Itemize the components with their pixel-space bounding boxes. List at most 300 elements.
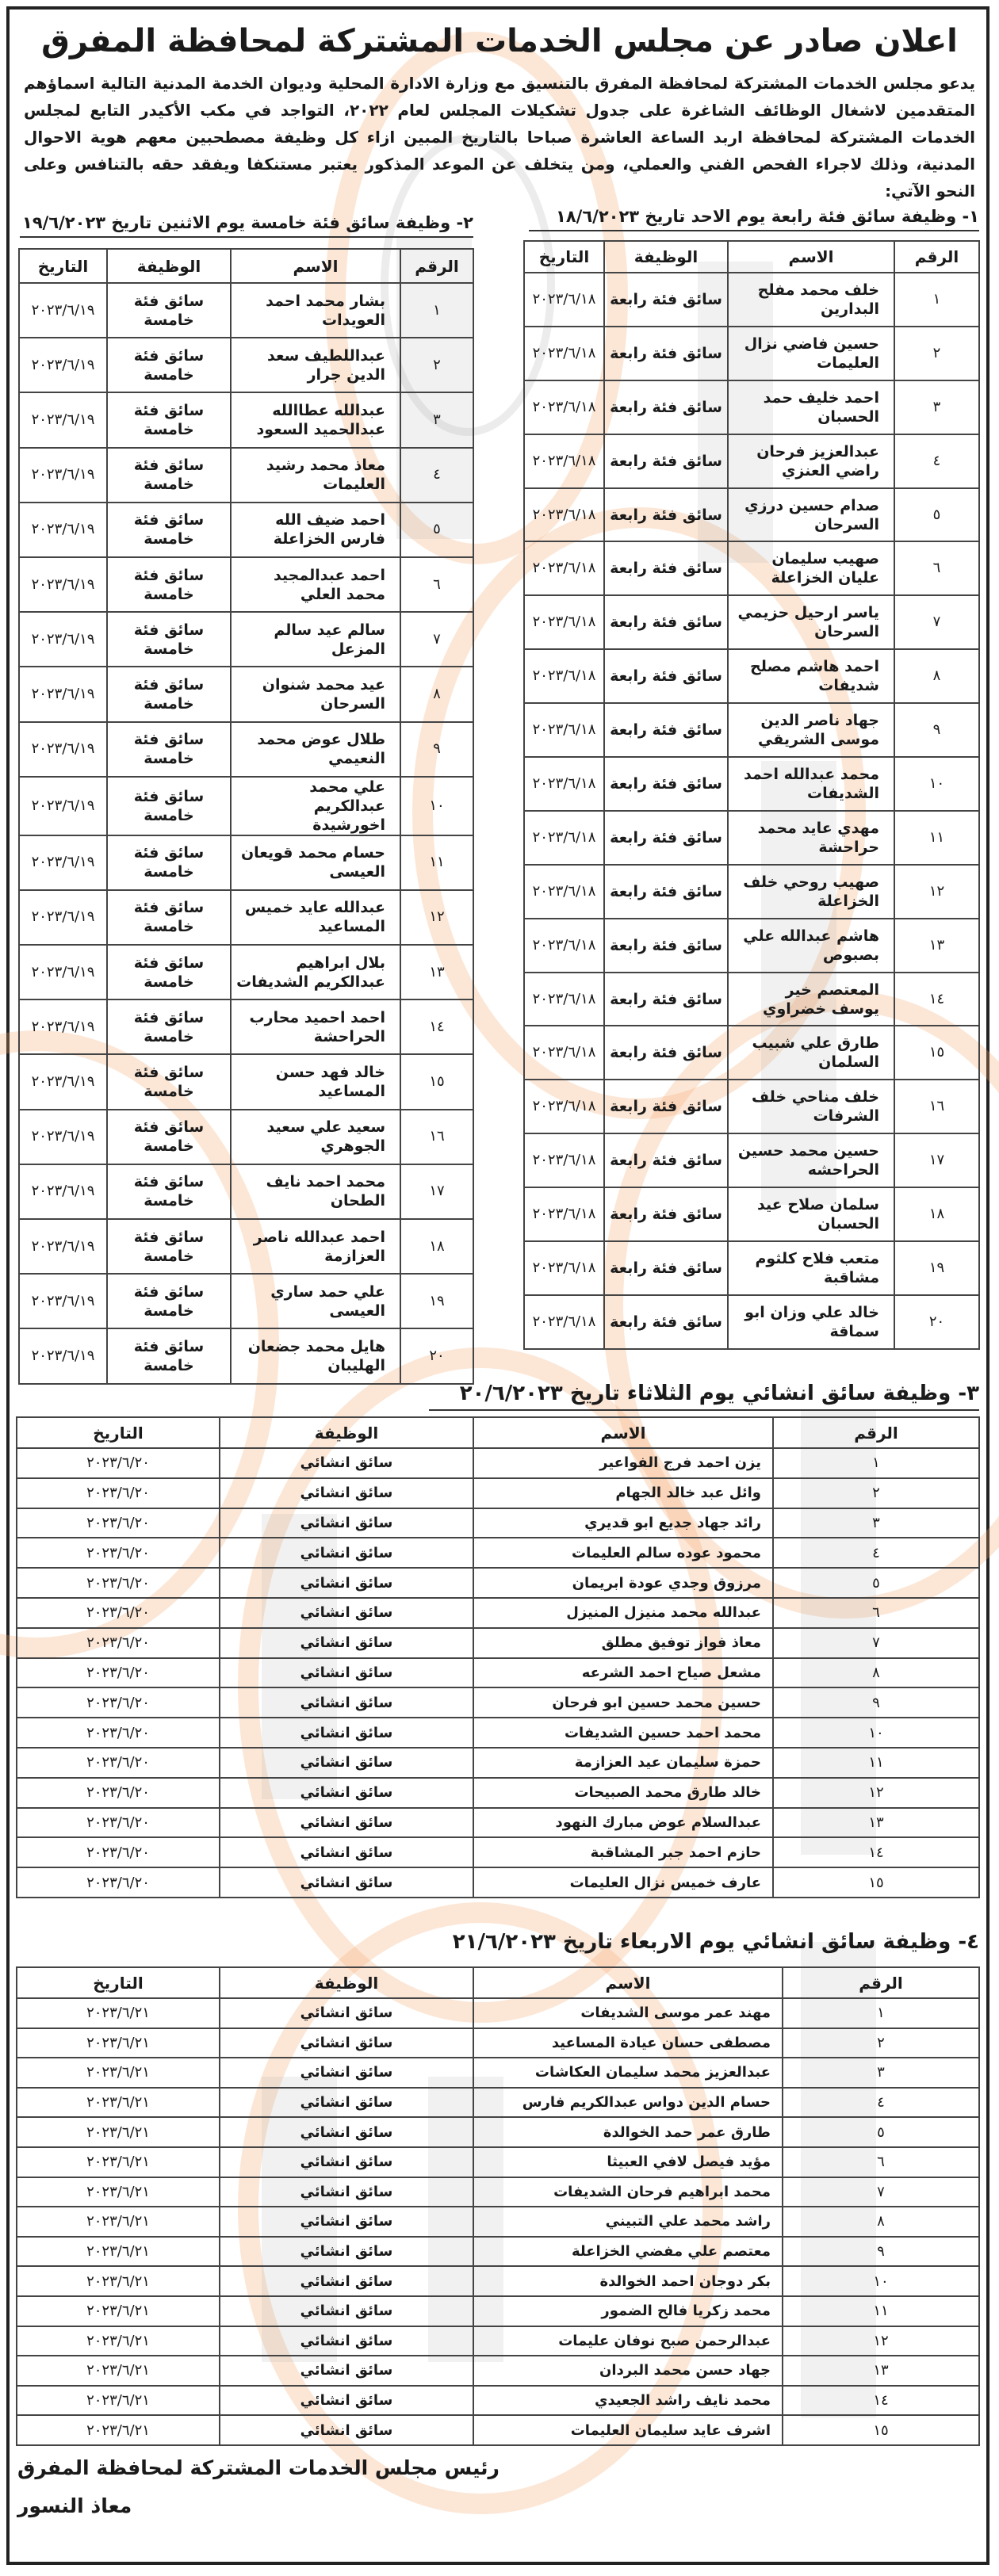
row-number: ١٢ xyxy=(400,890,473,945)
exam-date: ٢٠٢٣/٦/١٩ xyxy=(19,1164,107,1219)
row-number: ٣ xyxy=(894,380,979,434)
row-number: ١٤ xyxy=(783,2386,979,2416)
job-title: سائق فئة رابعة xyxy=(604,919,728,973)
applicant-name: عبدالسلام عوض مبارك النهود xyxy=(473,1808,773,1838)
intro-paragraph: يدعو مجلس الخدمات المشتركة لمحافظة المفرق بالتنسيق مع وزارة الادارة المحلية وديوان الخدمة المدنية التالية اسماؤهم المتقدمين لاشغال الوظائف الشاغرة على جدول تشكيلات المجلس لعام ٢٠٢٢، التواجد في مكب الأكيدر التابع لمجلس الخدمات المشتركة لمحافظة اربد الساعة العاشرة صباحا بالتاريخ المبين ازاء كل وظيفة مصطحبين معهم هوية الاحوال المدنية، وذلك لاجراء الفحص الفني والعملي، ومن يتخلف عن الموعد المذكور يعتبر مستنكفا ويفقد حقه بالتنافس وعلى النحو الآتي: xyxy=(24,74,976,201)
applicant-name: خالد علي وزان ابو سماقة xyxy=(728,1295,894,1349)
row-number: ٩ xyxy=(783,2237,979,2267)
section-3-table xyxy=(16,1416,980,1898)
row-number: ١ xyxy=(894,273,979,327)
job-title: سائق انشائي xyxy=(220,2386,473,2416)
table-row xyxy=(17,1687,979,1718)
col-number-header: الرقم xyxy=(773,1417,979,1448)
exam-date: ٢٠٢٣/٦/٢٠ xyxy=(17,1508,220,1538)
job-title: سائق فئة رابعة xyxy=(604,595,728,649)
row-number: ٣ xyxy=(400,392,473,447)
row-number: ١١ xyxy=(773,1748,979,1778)
exam-date: ٢٠٢٣/٦/٢١ xyxy=(17,2415,220,2445)
exam-date: ٢٠٢٣/٦/١٨ xyxy=(524,1133,604,1187)
table-row xyxy=(19,890,473,945)
row-number: ١٢ xyxy=(783,2326,979,2356)
row-number: ١٤ xyxy=(773,1837,979,1867)
row-number: ٣ xyxy=(773,1508,979,1538)
job-title: سائق فئة رابعة xyxy=(604,811,728,865)
exam-date: ٢٠٢٣/٦/١٩ xyxy=(19,612,107,667)
exam-date: ٢٠٢٣/٦/١٨ xyxy=(524,273,604,327)
row-number: ٨ xyxy=(400,667,473,721)
job-title: سائق انشائي xyxy=(220,1718,473,1748)
applicant-name: بلال ابراهيم عبدالكريم الشديفات xyxy=(231,945,400,999)
applicant-name: علي محمد عبدالكريم اخورشيدة xyxy=(231,777,400,835)
exam-date: ٢٠٢٣/٦/٢٠ xyxy=(17,1628,220,1658)
job-title: سائق فئة رابعة xyxy=(604,1026,728,1080)
exam-date: ٢٠٢٣/٦/١٨ xyxy=(524,541,604,595)
job-title: سائق انشائي xyxy=(220,1628,473,1658)
table-row xyxy=(17,2356,979,2386)
table-row xyxy=(19,338,473,392)
row-number: ٥ xyxy=(773,1568,979,1598)
exam-date: ٢٠٢٣/٦/٢١ xyxy=(17,1998,220,2028)
applicant-name: معاذ محمد رشيد العليمات xyxy=(231,448,400,503)
exam-date: ٢٠٢٣/٦/١٩ xyxy=(19,1274,107,1328)
row-number: ٨ xyxy=(894,649,979,703)
row-number: ٢ xyxy=(783,2028,979,2058)
row-number: ٧ xyxy=(773,1628,979,1658)
job-title: سائق فئة خامسة xyxy=(107,1274,231,1328)
job-title: سائق فئة رابعة xyxy=(604,1295,728,1349)
row-number: ١٣ xyxy=(773,1808,979,1838)
table-row xyxy=(524,919,979,973)
table-row xyxy=(524,865,979,919)
table-header-row xyxy=(524,241,979,273)
job-title: سائق انشائي xyxy=(220,2088,473,2118)
applicant-name: ياسر ارحيل حزيمي السرحان xyxy=(728,595,894,649)
exam-date: ٢٠٢٣/٦/٢٠ xyxy=(17,1478,220,1508)
exam-date: ٢٠٢٣/٦/٢٠ xyxy=(17,1778,220,1808)
applicant-name: حازم احمد جبر المشاقبة xyxy=(473,1837,773,1867)
table-row xyxy=(19,1054,473,1109)
row-number: ١٣ xyxy=(400,945,473,999)
applicant-name: خالد فهد حسن المساعيد xyxy=(231,1054,400,1109)
job-title: سائق انشائي xyxy=(220,2117,473,2147)
job-title: سائق فئة خامسة xyxy=(107,667,231,721)
exam-date: ٢٠٢٣/٦/١٨ xyxy=(524,649,604,703)
table-row xyxy=(17,2386,979,2416)
row-number: ٥ xyxy=(400,503,473,557)
exam-date: ٢٠٢٣/٦/١٩ xyxy=(19,999,107,1054)
job-title: سائق فئة رابعة xyxy=(604,488,728,542)
exam-date: ٢٠٢٣/٦/١٩ xyxy=(19,835,107,890)
row-number: ٧ xyxy=(894,595,979,649)
table-row xyxy=(17,1568,979,1598)
applicant-name: عبدالعزيز فرحان راضي العنزي xyxy=(728,434,894,488)
exam-date: ٢٠٢٣/٦/٢١ xyxy=(17,2207,220,2237)
exam-date: ٢٠٢٣/٦/٢١ xyxy=(17,2147,220,2177)
applicant-name: راشد محمد علي التبيني xyxy=(473,2207,783,2237)
table-row xyxy=(17,2326,979,2356)
exam-date: ٢٠٢٣/٦/١٩ xyxy=(19,945,107,999)
table-row xyxy=(19,557,473,612)
table-row xyxy=(19,1274,473,1328)
applicant-name: عارف خميس نزال العليمات xyxy=(473,1867,773,1898)
applicant-name: عبدالله عطاالله عبدالحميد السعود xyxy=(231,392,400,447)
row-number: ١ xyxy=(400,283,473,338)
row-number: ١٦ xyxy=(400,1110,473,1164)
row-number: ٨ xyxy=(783,2207,979,2237)
row-number: ٢٠ xyxy=(400,1328,473,1383)
row-number: ١٣ xyxy=(783,2356,979,2386)
col-date-header: التاريخ xyxy=(17,1967,220,1998)
job-title: سائق انشائي xyxy=(220,1508,473,1538)
job-title: سائق انشائي xyxy=(220,1568,473,1598)
applicant-name: احمد احميد محارب الحراحشة xyxy=(231,999,400,1054)
exam-date: ٢٠٢٣/٦/٢١ xyxy=(17,2326,220,2356)
applicant-name: احمد عبدالله ناصر العزازمة xyxy=(231,1219,400,1274)
applicant-name: سالم عيد سالم المزعل xyxy=(231,612,400,667)
job-title: سائق فئة رابعة xyxy=(604,973,728,1026)
applicant-name: سلمان صلاح عيد الحسبان xyxy=(728,1187,894,1241)
applicant-name: عبدالرحمن صبح نوفان عليمات xyxy=(473,2326,783,2356)
section-3-title: ٣- وظيفة سائق انشائي يوم الثلاثاء تاريخ ٢٠/٦/٢٠٢٣ xyxy=(429,1379,979,1411)
table-row xyxy=(17,2266,979,2296)
exam-date: ٢٠٢٣/٦/١٨ xyxy=(524,488,604,542)
job-title: سائق فئة خامسة xyxy=(107,835,231,890)
row-number: ١٠ xyxy=(773,1718,979,1748)
col-date-header: التاريخ xyxy=(19,249,107,283)
exam-date: ٢٠٢٣/٦/١٨ xyxy=(524,811,604,865)
table-row xyxy=(17,1538,979,1568)
applicant-name: حسين محمد حسين الحراحشه xyxy=(728,1133,894,1187)
row-number: ١٥ xyxy=(894,1026,979,1080)
table-row xyxy=(19,392,473,447)
applicant-name: طارق علي شبيب السلمان xyxy=(728,1026,894,1080)
applicant-name: المعتصم خير يوسف خضراوي xyxy=(728,973,894,1026)
table-row xyxy=(19,448,473,503)
applicant-name: حمزة سليمان عيد العزازمة xyxy=(473,1748,773,1778)
page-title: اعلان صادر عن مجلس الخدمات المشتركة لمحافظة المفرق xyxy=(41,23,958,59)
job-title: سائق فئة رابعة xyxy=(604,434,728,488)
row-number: ١٩ xyxy=(894,1241,979,1295)
table-row xyxy=(19,1328,473,1383)
row-number: ١٣ xyxy=(894,919,979,973)
exam-date: ٢٠٢٣/٦/١٩ xyxy=(19,1110,107,1164)
exam-date: ٢٠٢٣/٦/١٨ xyxy=(524,865,604,919)
row-number: ٢ xyxy=(773,1478,979,1508)
table-row xyxy=(524,273,979,327)
applicant-name: احمد ضيف الله فارس الخزاعلة xyxy=(231,503,400,557)
job-title: سائق فئة رابعة xyxy=(604,273,728,327)
exam-date: ٢٠٢٣/٦/١٨ xyxy=(524,1241,604,1295)
table-row xyxy=(17,1748,979,1778)
exam-date: ٢٠٢٣/٦/١٨ xyxy=(524,327,604,380)
applicant-name: خالد طارق محمد الصبيحات xyxy=(473,1778,773,1808)
applicant-name: طارق عمر حمد الخوالدة xyxy=(473,2117,783,2147)
table-row xyxy=(19,667,473,721)
exam-date: ٢٠٢٣/٦/١٨ xyxy=(524,919,604,973)
row-number: ١٥ xyxy=(773,1867,979,1898)
exam-date: ٢٠٢٣/٦/٢١ xyxy=(17,2117,220,2147)
job-title: سائق فئة رابعة xyxy=(604,865,728,919)
applicant-name: محمد زكريا فالح الضمور xyxy=(473,2296,783,2326)
row-number: ٣ xyxy=(783,2058,979,2088)
row-number: ٦ xyxy=(400,557,473,612)
row-number: ٩ xyxy=(773,1687,979,1718)
applicant-name: عبدالله محمد منيزل المنيزل xyxy=(473,1598,773,1628)
exam-date: ٢٠٢٣/٦/١٩ xyxy=(19,1054,107,1109)
table-row xyxy=(524,973,979,1026)
table-row xyxy=(19,1110,473,1164)
signature-title: رئيس مجلس الخدمات المشتركة لمحافظة المفرق xyxy=(17,2456,500,2479)
signature-name: معاذ النسور xyxy=(17,2494,132,2517)
job-title: سائق انشائي xyxy=(220,2028,473,2058)
exam-date: ٢٠٢٣/٦/٢٠ xyxy=(17,1568,220,1598)
table-row xyxy=(17,1508,979,1538)
job-title: سائق فئة رابعة xyxy=(604,1187,728,1241)
applicant-name: احمد خليف حمد الحسبان xyxy=(728,380,894,434)
job-title: سائق انشائي xyxy=(220,2296,473,2326)
exam-date: ٢٠٢٣/٦/١٩ xyxy=(19,722,107,777)
job-title: سائق فئة رابعة xyxy=(604,1133,728,1187)
row-number: ١٧ xyxy=(894,1133,979,1187)
table-row xyxy=(19,999,473,1054)
col-job-header: الوظيفة xyxy=(604,241,728,273)
exam-date: ٢٠٢٣/٦/٢١ xyxy=(17,2028,220,2058)
col-number-header: الرقم xyxy=(894,241,979,273)
exam-date: ٢٠٢٣/٦/٢٠ xyxy=(17,1538,220,1568)
exam-date: ٢٠٢٣/٦/٢١ xyxy=(17,2356,220,2386)
table-row xyxy=(17,2207,979,2237)
row-number: ١ xyxy=(783,1998,979,2028)
section-4-table xyxy=(16,1966,980,2446)
applicant-name: مؤيد فيصل لافي العبيثا xyxy=(473,2147,783,2177)
applicant-name: مهدي عايد محمد حراحشة xyxy=(728,811,894,865)
job-title: سائق فئة خامسة xyxy=(107,503,231,557)
col-name-header: الاسم xyxy=(473,1967,783,1998)
applicant-name: احمد هاشم مصلح شديفات xyxy=(728,649,894,703)
applicant-name: عبدالعزيز محمد سليمان العكاشات xyxy=(473,2058,783,2088)
col-job-header: الوظيفة xyxy=(220,1967,473,1998)
job-title: سائق انشائي xyxy=(220,2207,473,2237)
section-1-table xyxy=(523,240,980,1350)
applicant-name: متعب فلاح كلثوم مشاقبة xyxy=(728,1241,894,1295)
applicant-name: خلف محمد مفلح البدارين xyxy=(728,273,894,327)
job-title: سائق فئة خامسة xyxy=(107,890,231,945)
applicant-name: محمود عوده سالم العليمات xyxy=(473,1538,773,1568)
applicant-name: محمد احمد نايف الطحان xyxy=(231,1164,400,1219)
exam-date: ٢٠٢٣/٦/١٩ xyxy=(19,283,107,338)
table-row xyxy=(17,1837,979,1867)
applicant-name: بشار محمد احمد العويدات xyxy=(231,283,400,338)
job-title: سائق انشائي xyxy=(220,2326,473,2356)
row-number: ١٦ xyxy=(894,1080,979,1133)
job-title: سائق فئة خامسة xyxy=(107,999,231,1054)
exam-date: ٢٠٢٣/٦/١٨ xyxy=(524,1187,604,1241)
exam-date: ٢٠٢٣/٦/١٩ xyxy=(19,777,107,835)
job-title: سائق انشائي xyxy=(220,1448,473,1478)
exam-date: ٢٠٢٣/٦/١٨ xyxy=(524,703,604,757)
table-row xyxy=(17,2117,979,2147)
exam-date: ٢٠٢٣/٦/٢٠ xyxy=(17,1837,220,1867)
table-row xyxy=(524,811,979,865)
col-job-header: الوظيفة xyxy=(220,1417,473,1448)
row-number: ٢٠ xyxy=(894,1295,979,1349)
job-title: سائق فئة خامسة xyxy=(107,1328,231,1383)
job-title: سائق انشائي xyxy=(220,1478,473,1508)
row-number: ١٥ xyxy=(783,2415,979,2445)
table-row xyxy=(17,2237,979,2267)
row-number: ١٠ xyxy=(400,777,473,835)
exam-date: ٢٠٢٣/٦/٢١ xyxy=(17,2177,220,2207)
col-date-header: التاريخ xyxy=(524,241,604,273)
table-row xyxy=(17,2028,979,2058)
job-title: سائق انشائي xyxy=(220,2356,473,2386)
applicant-name: صهيب روحي خلف الخزاعلة xyxy=(728,865,894,919)
col-name-header: الاسم xyxy=(728,241,894,273)
job-title: سائق انشائي xyxy=(220,2147,473,2177)
row-number: ٧ xyxy=(783,2177,979,2207)
exam-date: ٢٠٢٣/٦/٢٠ xyxy=(17,1448,220,1478)
row-number: ١٤ xyxy=(894,973,979,1026)
job-title: سائق انشائي xyxy=(220,2237,473,2267)
table-row xyxy=(17,2058,979,2088)
exam-date: ٢٠٢٣/٦/١٩ xyxy=(19,448,107,503)
table-header-row xyxy=(17,1417,979,1448)
row-number: ١١ xyxy=(894,811,979,865)
job-title: سائق فئة رابعة xyxy=(604,380,728,434)
table-row xyxy=(524,595,979,649)
applicant-name: مهند عمر موسى الشديفات xyxy=(473,1998,783,2028)
exam-date: ٢٠٢٣/٦/١٩ xyxy=(19,1328,107,1383)
exam-date: ٢٠٢٣/٦/٢١ xyxy=(17,2296,220,2326)
exam-date: ٢٠٢٣/٦/٢٠ xyxy=(17,1748,220,1778)
table-row xyxy=(19,722,473,777)
row-number: ١٠ xyxy=(783,2266,979,2296)
applicant-name: محمد نايف راشد الجعيدي xyxy=(473,2386,783,2416)
applicant-name: سعيد علي سعيد الجوهري xyxy=(231,1110,400,1164)
applicant-name: مشعل صياح احمد الشرعه xyxy=(473,1658,773,1688)
applicant-name: حسام محمد قويعان العيسى xyxy=(231,835,400,890)
applicant-name: عيد محمد شنوان السرحان xyxy=(231,667,400,721)
row-number: ٩ xyxy=(400,722,473,777)
row-number: ١٢ xyxy=(894,865,979,919)
section-2-table xyxy=(18,248,474,1385)
row-number: ١٩ xyxy=(400,1274,473,1328)
job-title: سائق فئة رابعة xyxy=(604,1241,728,1295)
applicant-name: وائل عبد خالد الجهام xyxy=(473,1478,773,1508)
job-title: سائق فئة رابعة xyxy=(604,703,728,757)
applicant-name: محمد ابراهيم فرحان الشديفات xyxy=(473,2177,783,2207)
table-row xyxy=(524,757,979,811)
row-number: ٦ xyxy=(894,541,979,595)
row-number: ٦ xyxy=(783,2147,979,2177)
row-number: ١٠ xyxy=(894,757,979,811)
row-number: ١٨ xyxy=(400,1219,473,1274)
table-row xyxy=(17,1448,979,1478)
job-title: سائق فئة خامسة xyxy=(107,1219,231,1274)
applicant-name: عبدالله عايد خميس المساعيد xyxy=(231,890,400,945)
job-title: سائق فئة رابعة xyxy=(604,541,728,595)
applicant-name: طلال عوض محمد النعيمي xyxy=(231,722,400,777)
job-title: سائق انشائي xyxy=(220,1837,473,1867)
table-row xyxy=(524,380,979,434)
job-title: سائق فئة خامسة xyxy=(107,722,231,777)
job-title: سائق فئة خامسة xyxy=(107,1054,231,1109)
job-title: سائق فئة خامسة xyxy=(107,557,231,612)
job-title: سائق انشائي xyxy=(220,1598,473,1628)
table-row xyxy=(19,612,473,667)
applicant-name: هاشم عبدالله علي بصبوص xyxy=(728,919,894,973)
section-2-title: ٢- وظيفة سائق فئة خامسة يوم الاثنين تاريخ ١٩/٦/٢٠٢٣ xyxy=(20,211,473,238)
applicant-name: بكر دوجان احمد الخوالدة xyxy=(473,2266,783,2296)
applicant-name: معتصم علي مفضي الخزاعلة xyxy=(473,2237,783,2267)
applicant-name: حسين فاضي نزال العليمات xyxy=(728,327,894,380)
col-date-header: التاريخ xyxy=(17,1417,220,1448)
job-title: سائق انشائي xyxy=(220,1658,473,1688)
signature-block xyxy=(17,2449,500,2525)
table-row xyxy=(17,1718,979,1748)
job-title: سائق انشائي xyxy=(220,1867,473,1898)
applicant-name: معاذ فواز توفيق مطلق xyxy=(473,1628,773,1658)
exam-date: ٢٠٢٣/٦/١٨ xyxy=(524,973,604,1026)
applicant-name: محمد عبدالله احمد الشديفات xyxy=(728,757,894,811)
table-row xyxy=(17,1808,979,1838)
applicant-name: مرزوق وجدي عودة ابريمان xyxy=(473,1568,773,1598)
row-number: ٥ xyxy=(894,488,979,542)
exam-date: ٢٠٢٣/٦/١٩ xyxy=(19,1219,107,1274)
table-header-row xyxy=(19,249,473,283)
job-title: سائق فئة خامسة xyxy=(107,1110,231,1164)
exam-date: ٢٠٢٣/٦/١٨ xyxy=(524,1026,604,1080)
exam-date: ٢٠٢٣/٦/٢١ xyxy=(17,2237,220,2267)
exam-date: ٢٠٢٣/٦/١٩ xyxy=(19,338,107,392)
applicant-name: محمد احمد حسين الشديفات xyxy=(473,1718,773,1748)
table-row xyxy=(19,283,473,338)
table-row xyxy=(17,2296,979,2326)
exam-date: ٢٠٢٣/٦/١٩ xyxy=(19,890,107,945)
table-row xyxy=(17,1998,979,2028)
exam-date: ٢٠٢٣/٦/١٨ xyxy=(524,380,604,434)
job-title: سائق فئة رابعة xyxy=(604,649,728,703)
col-number-header: الرقم xyxy=(400,249,473,283)
exam-date: ٢٠٢٣/٦/٢١ xyxy=(17,2386,220,2416)
table-row xyxy=(524,703,979,757)
exam-date: ٢٠٢٣/٦/٢٠ xyxy=(17,1718,220,1748)
table-row xyxy=(17,2147,979,2177)
table-row xyxy=(17,2177,979,2207)
job-title: سائق فئة رابعة xyxy=(604,757,728,811)
applicant-name: خلف مناحي خلف الشرفات xyxy=(728,1080,894,1133)
exam-date: ٢٠٢٣/٦/١٨ xyxy=(524,1295,604,1349)
job-title: سائق فئة رابعة xyxy=(604,327,728,380)
table-row xyxy=(524,488,979,542)
table-header-row xyxy=(17,1967,979,1998)
exam-date: ٢٠٢٣/٦/٢٠ xyxy=(17,1808,220,1838)
row-number: ٥ xyxy=(783,2117,979,2147)
row-number: ٦ xyxy=(773,1598,979,1628)
applicant-name: مصطفى حسان عيادة المساعيد xyxy=(473,2028,783,2058)
applicant-name: عبداللطيف سعد الدين جرار xyxy=(231,338,400,392)
job-title: سائق انشائي xyxy=(220,1538,473,1568)
row-number: ٩ xyxy=(894,703,979,757)
table-row xyxy=(17,1658,979,1688)
job-title: سائق فئة خامسة xyxy=(107,338,231,392)
applicant-name: احمد عبدالمجيد محمد العلي xyxy=(231,557,400,612)
job-title: سائق فئة خامسة xyxy=(107,945,231,999)
exam-date: ٢٠٢٣/٦/٢٠ xyxy=(17,1598,220,1628)
col-name-header: الاسم xyxy=(231,249,400,283)
row-number: ٤ xyxy=(783,2088,979,2118)
job-title: سائق انشائي xyxy=(220,2177,473,2207)
